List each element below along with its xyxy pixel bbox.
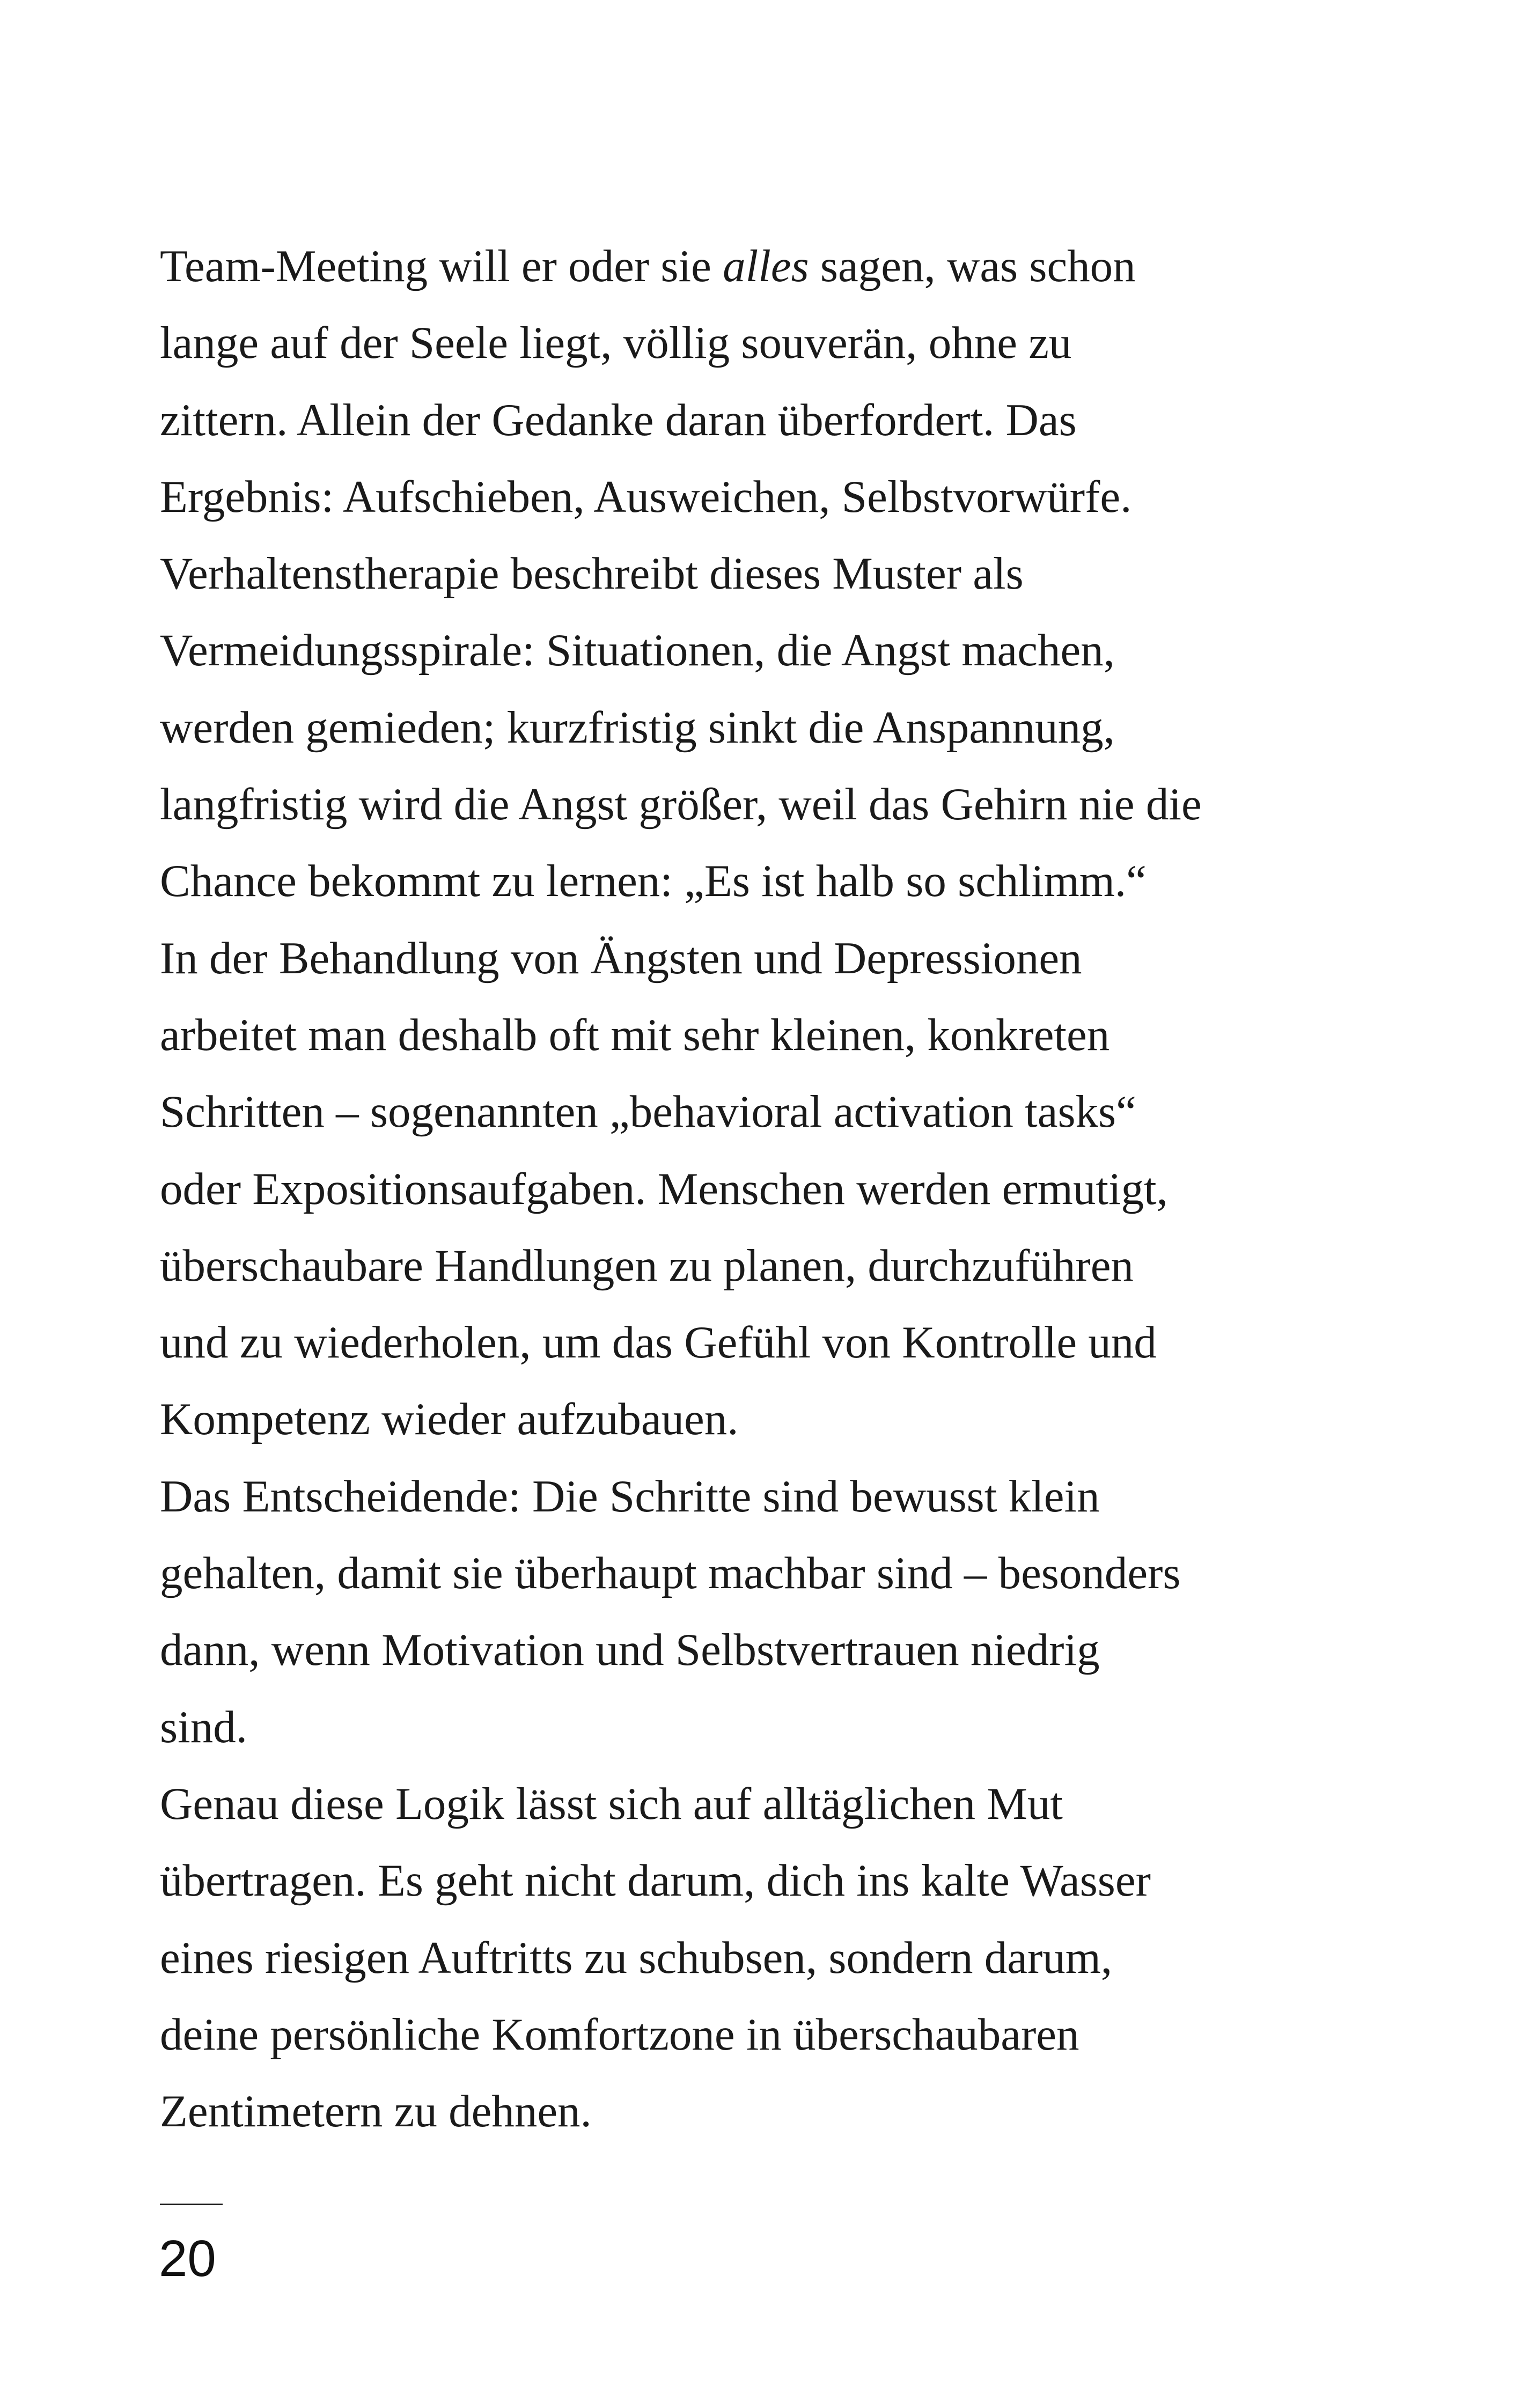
text-line: zittern. Allein der Gedanke daran überfordert. Das xyxy=(160,394,1077,445)
body-text xyxy=(160,228,1287,2150)
text-line: Schritten – sogenannten „behavioral activation tasks“ xyxy=(160,1086,1136,1137)
text-line: Zentimetern zu dehnen. xyxy=(160,2086,592,2137)
text-line: In der Behandlung von Ängsten und Depressionen xyxy=(160,933,1082,983)
text-line: langfristig wird die Angst größer, weil das Gehirn nie die xyxy=(160,779,1202,830)
text-line: Ergebnis: Aufschieben, Ausweichen, Selbstvorwürfe. xyxy=(160,471,1132,522)
text-line: Das Entscheidende: Die Schritte sind bewusst klein xyxy=(160,1471,1100,1522)
page-number: 20 xyxy=(159,2230,216,2287)
text-line: Genau diese Logik lässt sich auf alltäglichen Mut xyxy=(160,1778,1063,1829)
text-line: gehalten, damit sie überhaupt machbar sind – besonders xyxy=(160,1548,1181,1599)
text-line: übertragen. Es geht nicht darum, dich ins kalte Wasser xyxy=(160,1855,1151,1906)
text-line: Team-Meeting will er oder sie alles sagen, was schon xyxy=(160,241,1136,291)
text-line: arbeitet man deshalb oft mit sehr kleinen, konkreten xyxy=(160,1009,1110,1060)
footer-divider xyxy=(160,2204,223,2205)
text-line: Vermeidungsspirale: Situationen, die Angst machen, xyxy=(160,625,1115,676)
text-line: lange auf der Seele liegt, völlig souverän, ohne zu xyxy=(160,318,1072,369)
text-line: eines riesigen Auftritts zu schubsen, sondern darum, xyxy=(160,1932,1113,1983)
text-line: Verhaltenstherapie beschreibt dieses Muster als xyxy=(160,548,1024,599)
text-line: Kompetenz wieder aufzubauen. xyxy=(160,1394,739,1445)
text-line: werden gemieden; kurzfristig sinkt die Anspannung, xyxy=(160,702,1115,753)
text-line: sind. xyxy=(160,1701,247,1752)
text-line: dann, wenn Motivation und Selbstvertrauen niedrig xyxy=(160,1625,1100,1676)
text-line: überschaubare Handlungen zu planen, durchzuführen xyxy=(160,1240,1134,1291)
text-line: deine persönliche Komfortzone in überschaubaren xyxy=(160,2009,1079,2060)
emphasis-word: alles xyxy=(723,241,809,291)
text-line: oder Expositionsaufgaben. Menschen werden ermutigt, xyxy=(160,1163,1168,1214)
text-line: Chance bekommt zu lernen: „Es ist halb so schlimm.“ xyxy=(160,856,1147,907)
text-line: und zu wiederholen, um das Gefühl von Kontrolle und xyxy=(160,1317,1157,1368)
